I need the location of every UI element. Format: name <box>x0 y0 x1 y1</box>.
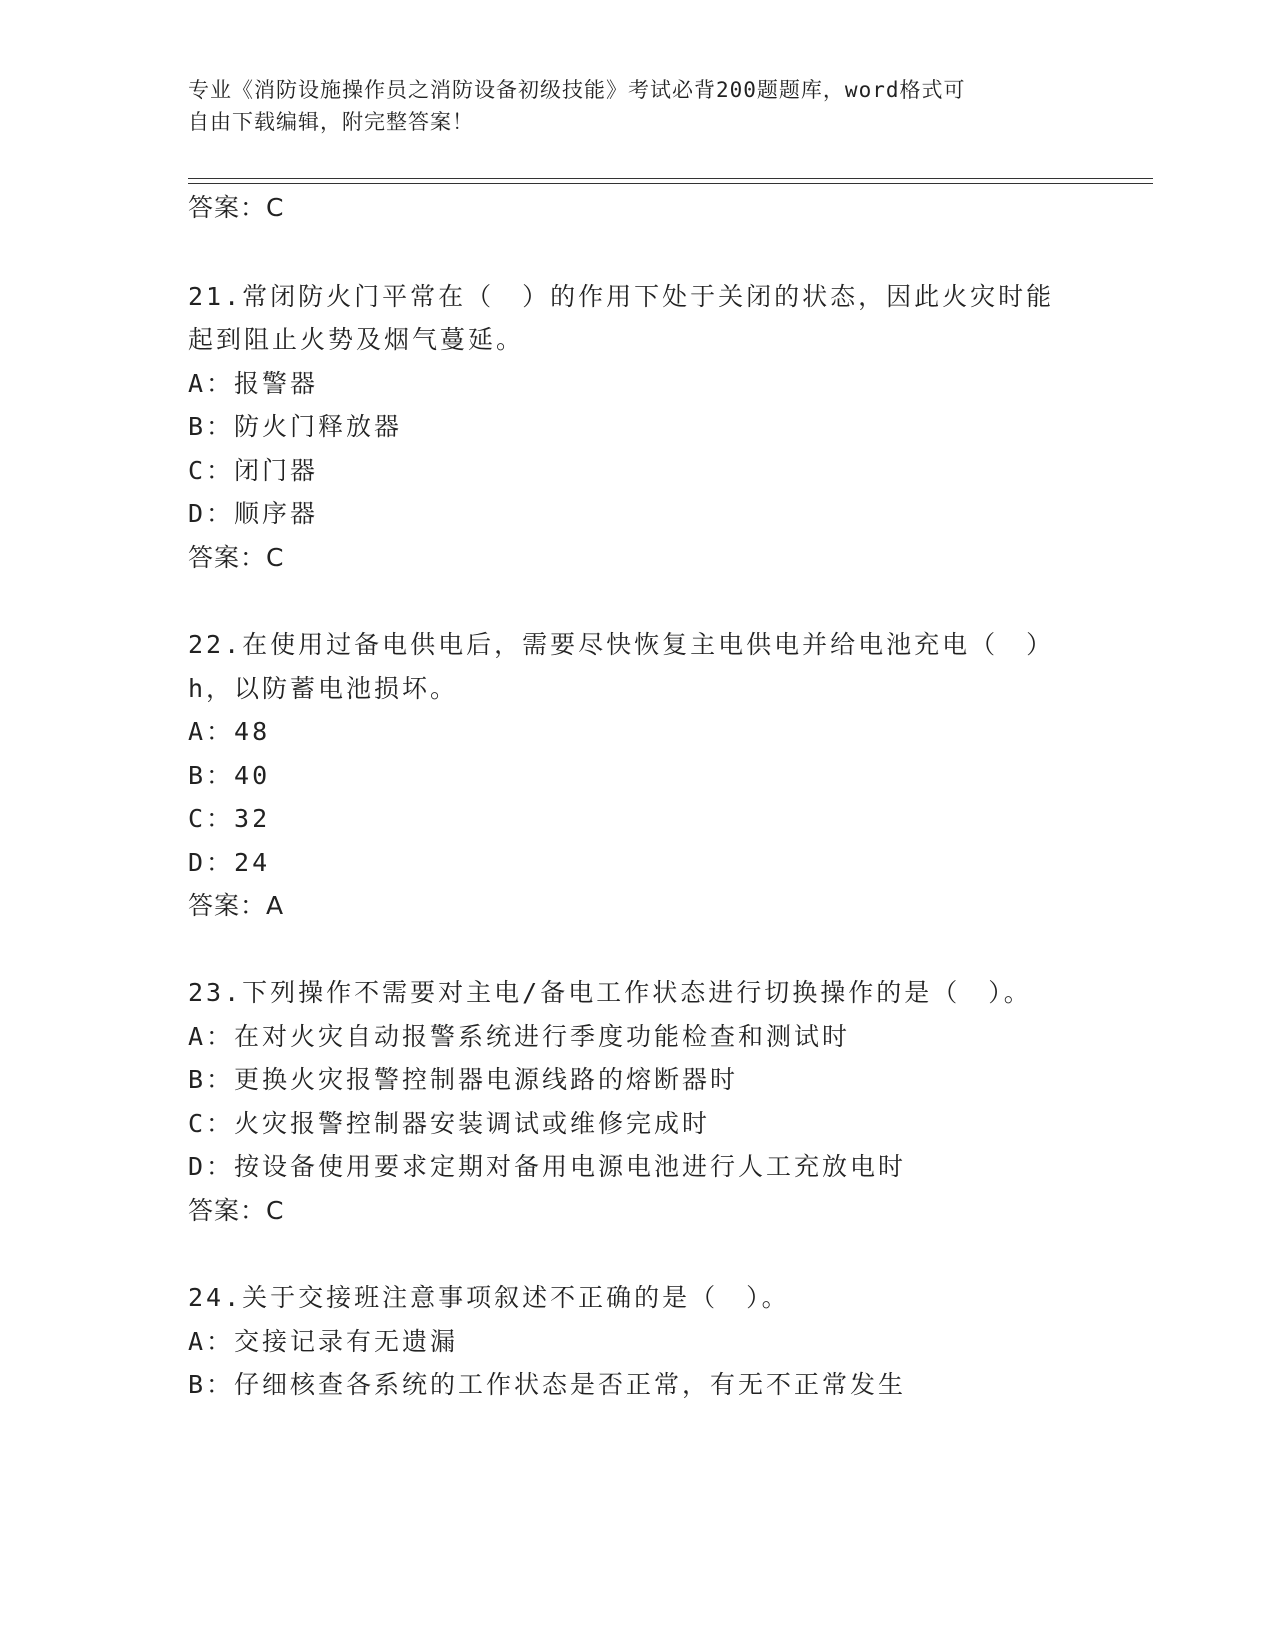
header-line-2: 自由下载编辑，附完整答案！ <box>188 110 474 134</box>
q21-stem-line-1: 21.常闭防火门平常在（ ）的作用下处于关闭的状态，因此火灾时能 <box>188 282 1055 311</box>
q21-answer: 答案：C <box>188 543 285 572</box>
q22-option-c: C：32 <box>188 804 271 833</box>
q23-option-d: D：按设备使用要求定期对备用电源电池进行人工充放电时 <box>188 1152 907 1181</box>
q22-stem-line-2: h，以防蓄电池损坏。 <box>188 674 459 703</box>
header-divider-top <box>188 178 1153 179</box>
header-line-1: 专业《消防设施操作员之消防设备初级技能》考试必背200题题库，word格式可 <box>188 78 966 102</box>
q23-stem-line-1: 23.下列操作不需要对主电/备电工作状态进行切换操作的是（ ）。 <box>188 978 1032 1007</box>
q22-option-b: B：40 <box>188 761 271 790</box>
q21-option-a: A：报警器 <box>188 369 319 398</box>
q23-option-b: B：更换火灾报警控制器电源线路的熔断器时 <box>188 1065 739 1094</box>
q23-option-c: C：火灾报警控制器安装调试或维修完成时 <box>188 1109 711 1138</box>
q21-option-c: C：闭门器 <box>188 456 319 485</box>
q24-option-a: A：交接记录有无遗漏 <box>188 1327 459 1356</box>
q23-option-a: A：在对火灾自动报警系统进行季度功能检查和测试时 <box>188 1022 851 1051</box>
q22-option-d: D：24 <box>188 848 271 877</box>
header-divider-bottom <box>188 183 1153 184</box>
q21-option-d: D：顺序器 <box>188 499 319 528</box>
q23-answer: 答案：C <box>188 1196 285 1225</box>
previous-answer: 答案：C <box>188 193 285 222</box>
q22-answer: 答案：A <box>188 891 285 920</box>
q22-option-a: A：48 <box>188 717 271 746</box>
page-header <box>188 74 1088 138</box>
q22-stem-line-1: 22.在使用过备电供电后，需要尽快恢复主电供电并给电池充电（ ） <box>188 630 1055 659</box>
q21-stem-line-2: 起到阻止火势及烟气蔓延。 <box>188 325 525 354</box>
q24-option-b: B：仔细核查各系统的工作状态是否正常，有无不正常发生 <box>188 1370 907 1399</box>
q24-stem-line-1: 24.关于交接班注意事项叙述不正确的是（ ）。 <box>188 1283 790 1312</box>
q21-option-b: B：防火门释放器 <box>188 412 403 441</box>
